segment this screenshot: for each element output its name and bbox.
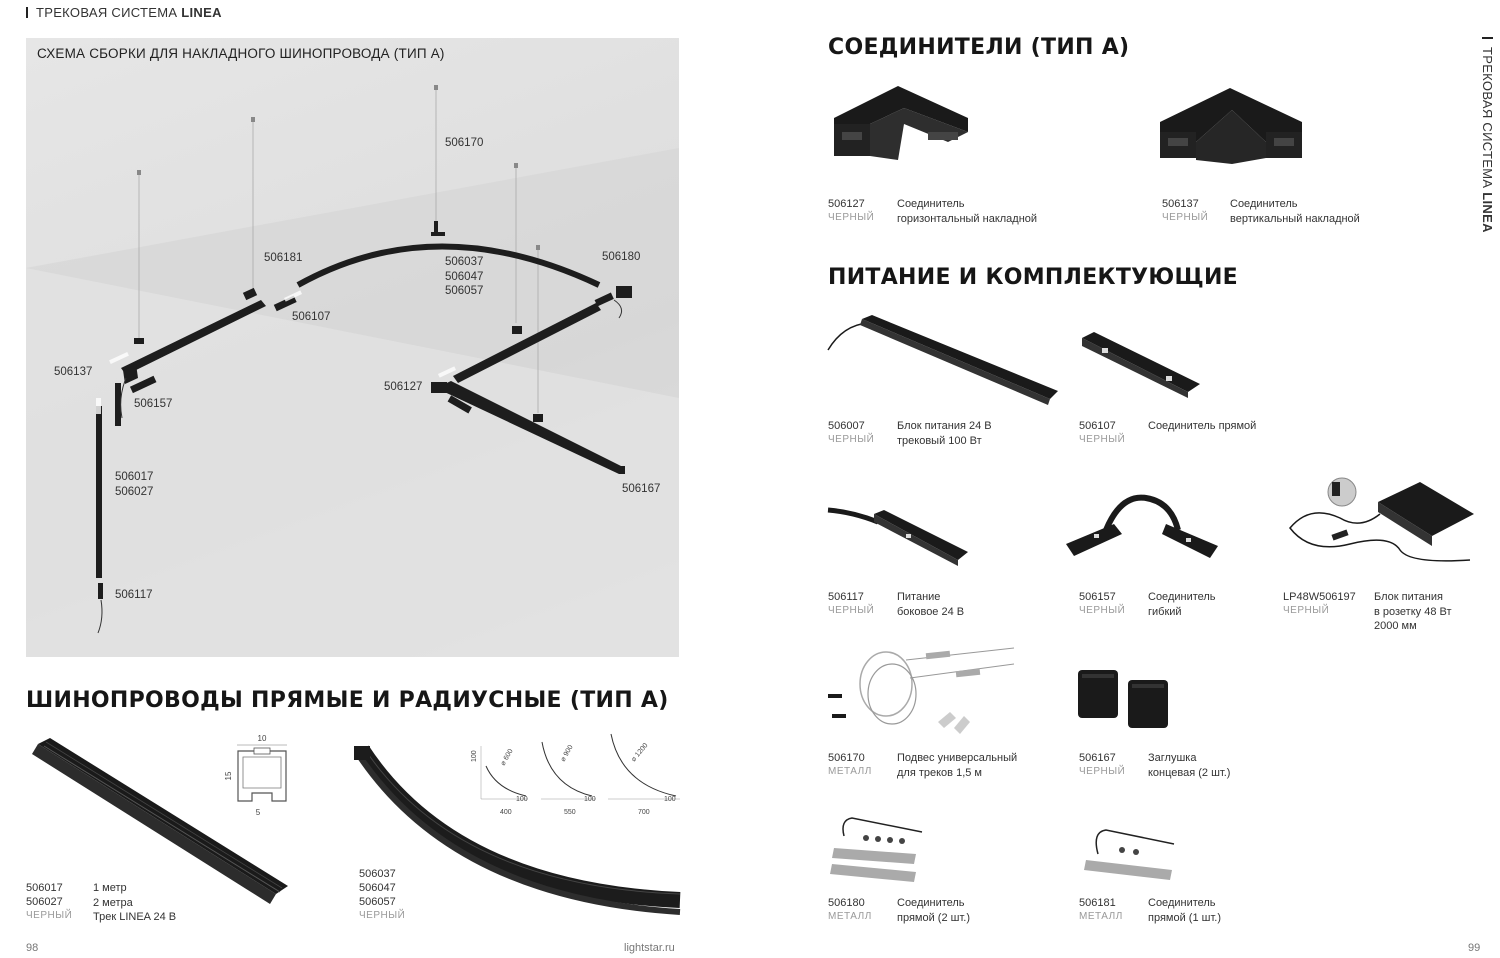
product-desc-block [1374, 590, 1452, 634]
radius-dimension-drawings [466, 734, 680, 818]
product-desc: Трек LINEA 24 В [93, 911, 177, 923]
product-desc: прямой (2 шт.) [897, 911, 970, 924]
diagram-label: 506107 [292, 311, 331, 323]
diagram-label: 506167 [622, 483, 661, 495]
profile-base-label: 5 [255, 808, 261, 817]
product-desc: Соединитель [1148, 897, 1216, 909]
product-code: 506017 [26, 882, 63, 894]
product-desc: 1 метр [93, 882, 127, 894]
diagram-label: 506117 [115, 589, 153, 601]
product-desc-block [1148, 419, 1256, 434]
product-color: ЧЕРНЫЙ [828, 605, 875, 616]
product-info [1079, 751, 1125, 779]
connector-plate-1-image [1082, 826, 1178, 884]
product-info [828, 590, 874, 618]
product-desc-block [897, 590, 964, 619]
product-desc: вертикальный накладной [1230, 212, 1360, 225]
product-color: МЕТАЛЛ [828, 911, 872, 922]
flexible-connector-image [1066, 494, 1222, 566]
diagram-label: 506017 [115, 471, 154, 483]
diagram-label: 506170 [445, 137, 484, 149]
suspension-image [826, 642, 1026, 738]
header-prefix: ТРЕКОВАЯ СИСТЕМА [1480, 47, 1495, 189]
diagram-label: 506137 [54, 366, 93, 378]
product-desc: Подвес универсальный [897, 752, 1018, 764]
product-desc: Заглушка [1148, 752, 1197, 764]
product-color: ЧЕРНЫЙ [1283, 605, 1330, 616]
footer-site: lightstar.ru [624, 942, 675, 954]
header-prefix: ТРЕКОВАЯ СИСТЕМА [36, 5, 178, 20]
straight-track-desc [93, 881, 176, 925]
arc-label: 400 [500, 809, 512, 816]
diagram-label: 506057 [445, 285, 484, 297]
product-desc: Блок питания 24 В [897, 420, 992, 432]
arc-label: 700 [638, 809, 650, 816]
product-desc-block [1148, 751, 1230, 780]
connector-info [1162, 197, 1208, 225]
product-info [1283, 590, 1356, 618]
product-desc: Питание [897, 591, 941, 603]
plug-power-supply-image [1280, 474, 1480, 580]
product-code: 506137 [1162, 198, 1199, 210]
product-info [1079, 590, 1125, 618]
product-info [1079, 896, 1123, 924]
product-info [828, 896, 872, 924]
connector-vertical-image [1158, 82, 1304, 172]
product-desc: Соединитель [897, 897, 965, 909]
product-color: ЧЕРНЫЙ [26, 910, 73, 921]
diagram-label: 506127 [384, 381, 423, 393]
product-desc: в розетку 48 Вт [1374, 605, 1452, 618]
profile-height-label: 15 [224, 771, 233, 781]
page-header-right [1480, 37, 1495, 233]
product-code: 506167 [1079, 752, 1116, 764]
product-color: МЕТАЛЛ [828, 766, 872, 777]
arc-label: ⌀ 600 [499, 748, 515, 767]
profile-width-label: 10 [257, 734, 267, 743]
power-supply-track-image [828, 315, 1060, 407]
section-title-tracks: ШИНОПРОВОДЫ ПРЯМЫЕ И РАДИУСНЫЕ (ТИП А) [26, 688, 669, 713]
arc-label: 100 [664, 796, 676, 803]
track-profile-drawing [224, 733, 292, 821]
section-title-connectors: СОЕДИНИТЕЛИ (ТИП А) [828, 35, 1130, 60]
page-number-right: 99 [1468, 942, 1481, 954]
product-info [828, 419, 874, 447]
header-brand: LINEA [1480, 192, 1495, 233]
product-code: 506047 [359, 882, 396, 894]
arc-label: 100 [516, 796, 528, 803]
product-color: ЧЕРНЫЙ [1079, 434, 1126, 445]
product-desc-block [897, 751, 1017, 780]
product-color: ЧЕРНЫЙ [828, 434, 875, 445]
straight-connector-image [1080, 330, 1202, 400]
side-power-image [828, 498, 970, 570]
header-brand: LINEA [181, 5, 222, 20]
radius-track-info [359, 867, 405, 923]
section-title-power: ПИТАНИЕ И КОМПЛЕКТУЮЩИЕ [828, 265, 1239, 290]
straight-track-info [26, 881, 72, 923]
arc-label: ⌀ 1200 [630, 742, 650, 764]
connector-info [828, 197, 874, 225]
diagram-label: 506027 [115, 486, 154, 498]
product-color: МЕТАЛЛ [1079, 911, 1123, 922]
product-code: 506157 [1079, 591, 1116, 603]
header-bar [26, 7, 28, 18]
product-code: 506180 [828, 897, 865, 909]
product-desc-block [1148, 590, 1216, 619]
product-desc: прямой (1 шт.) [1148, 911, 1221, 924]
diagram-illustration [26, 38, 679, 657]
product-desc-block [1148, 896, 1221, 925]
diagram-label: 506180 [602, 251, 641, 263]
page-header-left [26, 5, 222, 20]
product-color: ЧЕРНЫЙ [359, 910, 406, 921]
product-color: ЧЕРНЫЙ [1079, 766, 1126, 777]
product-desc: Соединитель [897, 198, 965, 210]
arc-label: ⌀ 900 [559, 744, 575, 763]
product-desc: Соединитель [1148, 591, 1216, 603]
product-desc: гибкий [1148, 605, 1182, 618]
product-desc-block [897, 419, 992, 448]
product-code: 506057 [359, 896, 396, 908]
diagram-label: 506037 [445, 256, 484, 268]
product-color: ЧЕРНЫЙ [1079, 605, 1126, 616]
product-info [828, 751, 872, 779]
diagram-title: СХЕМА СБОРКИ ДЛЯ НАКЛАДНОГО ШИНОПРОВОДА (ТИП А) [37, 46, 445, 61]
connector-desc [897, 197, 1037, 226]
product-desc: концевая (2 шт.) [1148, 766, 1231, 779]
product-code: LP48W506197 [1283, 591, 1356, 603]
connector-desc [1230, 197, 1360, 226]
product-desc: для треков 1,5 м [897, 766, 982, 779]
end-cap-image [1076, 668, 1172, 730]
arc-label: 100 [471, 750, 478, 762]
product-desc: 2 метра [93, 896, 133, 909]
diagram-label: 506047 [445, 271, 484, 283]
product-code: 506027 [26, 896, 63, 908]
product-code: 506170 [828, 752, 865, 764]
product-code: 506127 [828, 198, 865, 210]
page-number-left: 98 [26, 942, 39, 954]
arc-label: 550 [564, 809, 576, 816]
diagram-label: 506157 [134, 398, 173, 410]
connector-plates-2-image [826, 814, 926, 884]
connector-horizontal-image [828, 80, 970, 170]
product-info [1079, 419, 1125, 447]
product-desc: Блок питания [1374, 591, 1443, 603]
product-desc: Соединитель прямой [1148, 420, 1257, 432]
product-desc: горизонтальный накладной [897, 212, 1038, 225]
product-code: 506117 [828, 591, 864, 603]
product-desc-block [897, 896, 970, 925]
product-desc: 2000 мм [1374, 620, 1417, 632]
product-code: 506107 [1079, 420, 1116, 432]
product-color: ЧЕРНЫЙ [1162, 212, 1209, 223]
assembly-diagram [26, 38, 679, 657]
header-bar [1482, 37, 1493, 39]
product-desc: боковое 24 В [897, 605, 965, 618]
product-code: 506037 [359, 868, 396, 880]
product-color: ЧЕРНЫЙ [828, 212, 875, 223]
product-desc: Соединитель [1230, 198, 1298, 210]
arc-label: 100 [584, 796, 596, 803]
diagram-label: 506181 [264, 252, 303, 264]
product-code: 506007 [828, 420, 865, 432]
product-code: 506181 [1079, 897, 1116, 909]
product-desc: трековый 100 Вт [897, 434, 982, 447]
